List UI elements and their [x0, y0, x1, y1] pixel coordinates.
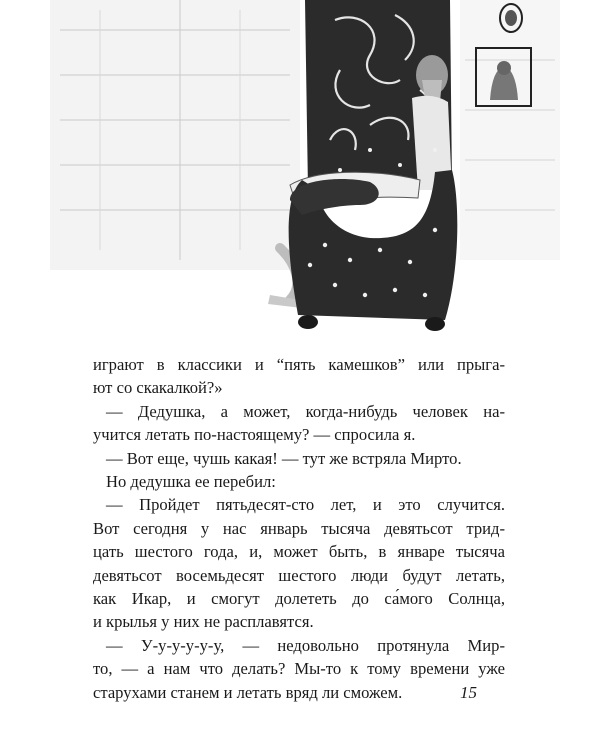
page-number: 15: [460, 683, 477, 702]
wall-texture: [460, 0, 560, 260]
text-line: ют со скакалкой?»: [93, 378, 223, 398]
text-line: Но дедушка ее перебил:: [106, 472, 276, 492]
text-line: Вот сегодня у нас январь тысяча девятьсот трид-: [93, 518, 505, 538]
text-line: — Дедушка, а может, когда-нибудь человек на-: [106, 401, 505, 421]
text-line: старухами станем и летать вряд ли сможем.: [93, 682, 403, 702]
text-line: цать шестого года, и, может быть, в январе тысяча: [93, 542, 505, 562]
text-line: как Икар, и смогут долететь до са́мого Солнца,: [93, 589, 505, 609]
text-line: учится летать по-настоящему? — спросила я.: [93, 425, 416, 445]
text-line: то, — а нам что делать? Мы-то к тому времени уже: [93, 659, 505, 679]
text-line: — Вот еще, чушь какая! — тут же встряла Мирто.: [106, 448, 462, 468]
text-line: девятьсот восемьдесят шестого люди будут летать,: [93, 565, 505, 585]
grandfather-armchair-illustration: [40, 0, 560, 345]
body-text: [93, 353, 505, 704]
text-line: играют в классики и “пять камешков” или прыга-: [93, 355, 505, 374]
text-line: — У-у-у-у-у-у, — недовольно протянула Мир-: [106, 635, 505, 655]
text-line: и крылья у них не расплавятся.: [93, 612, 314, 632]
window-background: [50, 0, 300, 270]
text-line: — Пройдет пятьдесят-сто лет, и это случится.: [106, 495, 505, 515]
